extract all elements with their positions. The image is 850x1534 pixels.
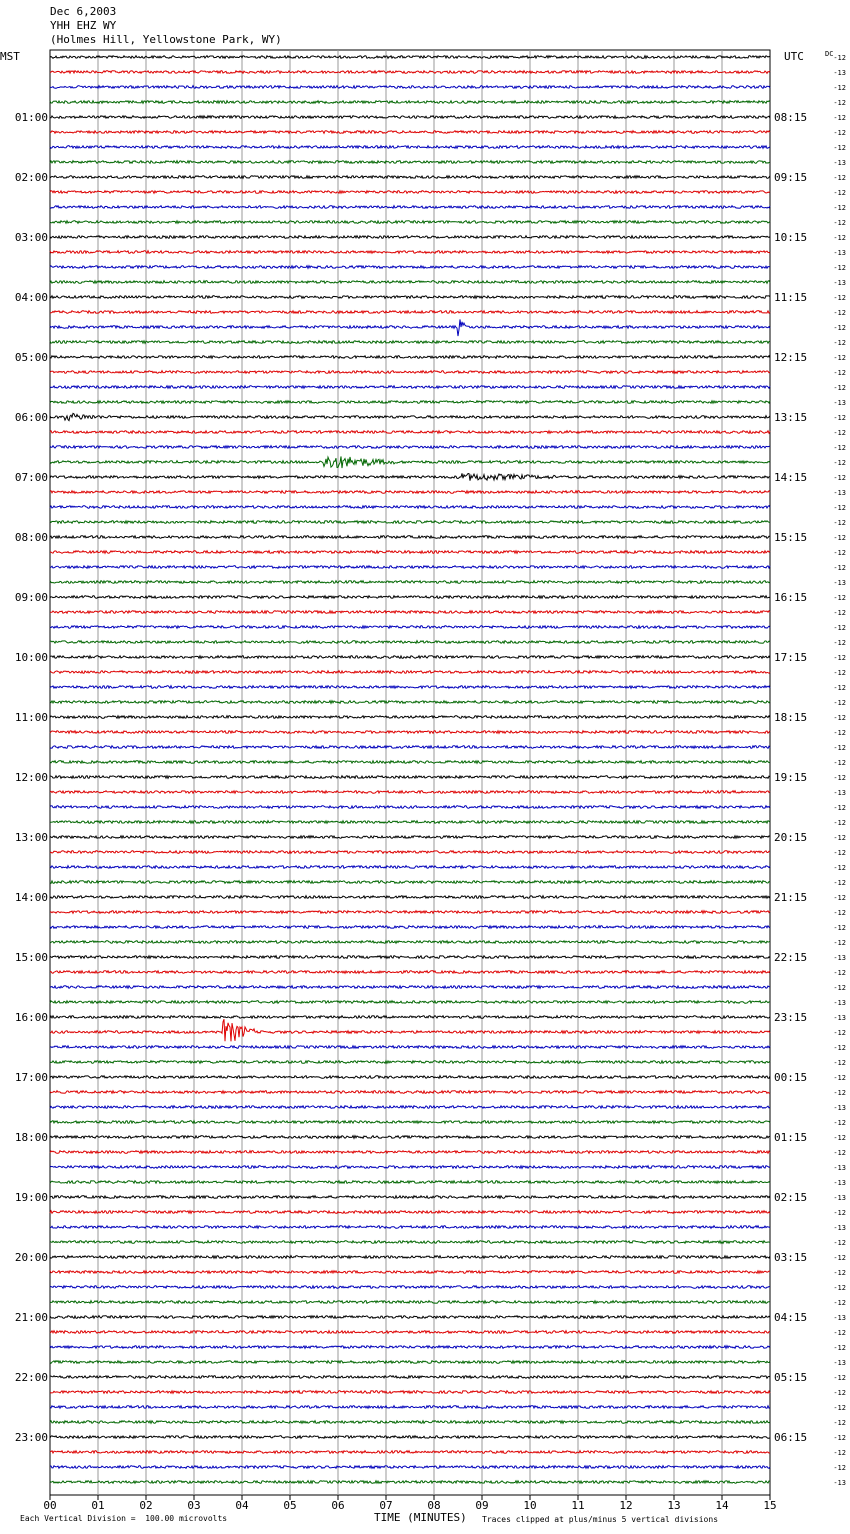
dc-offset: -12 xyxy=(833,309,846,317)
dc-offset: -12 xyxy=(833,429,846,437)
utc-hour-label: 21:15 xyxy=(774,891,808,904)
dc-offset: -12 xyxy=(833,1374,846,1382)
trace-29 xyxy=(50,491,770,494)
trace-52 xyxy=(50,836,770,839)
trace-40 xyxy=(50,656,770,659)
mst-hour-label: 16:00 xyxy=(14,1011,48,1024)
right-axis-title: UTC xyxy=(784,50,804,63)
mst-hour-label: 02:00 xyxy=(14,171,48,184)
dc-offset: -12 xyxy=(833,99,846,107)
dc-offset: -12 xyxy=(833,744,846,752)
dc-offset: -12 xyxy=(833,1059,846,1067)
dc-offset: -12 xyxy=(833,474,846,482)
x-tick-label: 11 xyxy=(571,1499,585,1512)
dc-offset: -12 xyxy=(833,939,846,947)
trace-47 xyxy=(50,761,770,764)
trace-37 xyxy=(50,611,770,614)
dc-offset: -12 xyxy=(833,1404,846,1412)
dc-offset: -12 xyxy=(833,354,846,362)
trace-14 xyxy=(50,266,770,269)
x-tick-label: 00 xyxy=(43,1499,57,1512)
dc-offset: -13 xyxy=(833,1194,846,1202)
x-tick-label: 09 xyxy=(475,1499,489,1512)
utc-hour-label: 05:15 xyxy=(774,1371,808,1384)
dc-offset: -12 xyxy=(833,759,846,767)
dc-offset: -12 xyxy=(833,174,846,182)
trace-38 xyxy=(50,626,770,629)
dc-offset: -13 xyxy=(833,1014,846,1022)
dc-offset: -13 xyxy=(833,1224,846,1232)
dc-offset: -12 xyxy=(833,1254,846,1262)
trace-28 xyxy=(50,473,770,480)
trace-21 xyxy=(50,371,770,374)
mst-hour-label: 20:00 xyxy=(14,1251,48,1264)
dc-offset: -12 xyxy=(833,684,846,692)
dc-offset: -13 xyxy=(833,954,846,962)
dc-offset: -13 xyxy=(833,999,846,1007)
trace-85 xyxy=(50,1331,770,1334)
mst-hour-label: 22:00 xyxy=(14,1371,48,1384)
dc-offset: -12 xyxy=(833,294,846,302)
trace-91 xyxy=(50,1421,770,1424)
x-tick-label: 03 xyxy=(187,1499,201,1512)
trace-59 xyxy=(50,941,770,944)
trace-51 xyxy=(50,821,770,824)
plot-date: Dec 6,2003 xyxy=(50,5,117,18)
trace-48 xyxy=(50,776,770,779)
x-tick-label: 04 xyxy=(235,1499,249,1512)
dc-offset: -13 xyxy=(833,1104,846,1112)
dc-offset: -13 xyxy=(833,1179,846,1187)
dc-offset: -12 xyxy=(833,1299,846,1307)
dc-offset: -12 xyxy=(833,1434,846,1442)
x-tick-label: 13 xyxy=(667,1499,681,1512)
station-location: (Holmes Hill, Yellowstone Park, WY) xyxy=(50,33,282,46)
dc-offset: -12 xyxy=(833,414,846,422)
dc-offset: -12 xyxy=(833,84,846,92)
trace-80 xyxy=(50,1256,770,1259)
dc-offset: -12 xyxy=(833,504,846,512)
dc-offset: -12 xyxy=(833,1344,846,1352)
dc-offset: -13 xyxy=(833,789,846,797)
dc-label: DC xyxy=(825,50,834,58)
mst-hour-label: 15:00 xyxy=(14,951,48,964)
trace-24 xyxy=(50,413,770,420)
dc-offset: -12 xyxy=(833,909,846,917)
trace-50 xyxy=(50,806,770,809)
dc-offset: -12 xyxy=(833,369,846,377)
dc-offset: -12 xyxy=(833,444,846,452)
trace-26 xyxy=(50,446,770,449)
trace-49 xyxy=(50,791,770,794)
trace-58 xyxy=(50,926,770,929)
trace-62 xyxy=(50,986,770,989)
utc-hour-label: 03:15 xyxy=(774,1251,808,1264)
dc-offset: -13 xyxy=(833,279,846,287)
trace-94 xyxy=(50,1466,770,1469)
utc-hour-label: 17:15 xyxy=(774,651,808,664)
dc-offset: -12 xyxy=(833,1389,846,1397)
trace-67 xyxy=(50,1061,770,1064)
mst-hour-label: 08:00 xyxy=(14,531,48,544)
trace-90 xyxy=(50,1406,770,1409)
trace-61 xyxy=(50,971,770,974)
trace-87 xyxy=(50,1361,770,1364)
trace-17 xyxy=(50,311,770,314)
left-axis-title: MST xyxy=(0,50,20,63)
dc-offset: -12 xyxy=(833,324,846,332)
trace-5 xyxy=(50,131,770,134)
mst-hour-label: 21:00 xyxy=(14,1311,48,1324)
station-code: YHH EHZ WY xyxy=(50,19,117,32)
dc-offset: -12 xyxy=(833,384,846,392)
trace-0 xyxy=(50,56,770,59)
trace-18 xyxy=(50,319,770,336)
trace-88 xyxy=(50,1376,770,1379)
utc-hour-label: 15:15 xyxy=(774,531,808,544)
utc-hour-label: 01:15 xyxy=(774,1131,808,1144)
dc-offset: -12 xyxy=(833,1134,846,1142)
trace-15 xyxy=(50,281,770,284)
utc-hour-label: 09:15 xyxy=(774,171,808,184)
x-tick-label: 12 xyxy=(619,1499,633,1512)
trace-3 xyxy=(50,101,770,104)
trace-68 xyxy=(50,1076,770,1079)
trace-22 xyxy=(50,386,770,389)
utc-hour-label: 04:15 xyxy=(774,1311,808,1324)
mst-hour-label: 05:00 xyxy=(14,351,48,364)
dc-offset: -12 xyxy=(833,1209,846,1217)
dc-offset: -12 xyxy=(833,804,846,812)
dc-offset: -12 xyxy=(833,1029,846,1037)
dc-offset: -12 xyxy=(833,459,846,467)
trace-84 xyxy=(50,1316,770,1319)
trace-60 xyxy=(50,956,770,959)
trace-8 xyxy=(50,176,770,179)
trace-1 xyxy=(50,71,770,74)
trace-82 xyxy=(50,1286,770,1289)
trace-42 xyxy=(50,686,770,689)
trace-6 xyxy=(50,146,770,149)
trace-12 xyxy=(50,236,770,239)
mst-hour-label: 12:00 xyxy=(14,771,48,784)
utc-hour-label: 22:15 xyxy=(774,951,808,964)
dc-offset: -12 xyxy=(833,969,846,977)
dc-offset: -12 xyxy=(833,144,846,152)
dc-offset: -12 xyxy=(833,639,846,647)
dc-offset: -12 xyxy=(833,894,846,902)
dc-offset: -12 xyxy=(833,864,846,872)
dc-offset: -12 xyxy=(833,1269,846,1277)
trace-31 xyxy=(50,521,770,524)
dc-offset: -12 xyxy=(833,54,846,62)
trace-95 xyxy=(50,1481,770,1484)
dc-offset: -12 xyxy=(833,774,846,782)
trace-78 xyxy=(50,1226,770,1229)
dc-offset: -12 xyxy=(833,1464,846,1472)
trace-79 xyxy=(50,1241,770,1244)
trace-23 xyxy=(50,401,770,404)
trace-16 xyxy=(50,296,770,299)
dc-offset: -13 xyxy=(833,1359,846,1367)
utc-hour-label: 16:15 xyxy=(774,591,808,604)
utc-hour-label: 23:15 xyxy=(774,1011,808,1024)
trace-9 xyxy=(50,191,770,194)
trace-83 xyxy=(50,1301,770,1304)
trace-81 xyxy=(50,1271,770,1274)
dc-offset: -13 xyxy=(833,579,846,587)
trace-43 xyxy=(50,701,770,704)
dc-offset: -12 xyxy=(833,204,846,212)
dc-offset: -12 xyxy=(833,1074,846,1082)
dc-offset: -13 xyxy=(833,249,846,257)
mst-hour-label: 19:00 xyxy=(14,1191,48,1204)
trace-45 xyxy=(50,731,770,734)
utc-hour-label: 00:15 xyxy=(774,1071,808,1084)
utc-hour-label: 12:15 xyxy=(774,351,808,364)
x-tick-label: 15 xyxy=(763,1499,777,1512)
x-tick-label: 01 xyxy=(91,1499,105,1512)
trace-86 xyxy=(50,1346,770,1349)
trace-19 xyxy=(50,341,770,344)
mst-hour-label: 18:00 xyxy=(14,1131,48,1144)
utc-hour-label: 20:15 xyxy=(774,831,808,844)
dc-offset: -12 xyxy=(833,1044,846,1052)
trace-10 xyxy=(50,206,770,209)
trace-4 xyxy=(50,116,770,119)
scale-note: Each Vertical Division = 100.00 microvolts xyxy=(20,1514,228,1523)
dc-offset: -12 xyxy=(833,879,846,887)
x-tick-label: 06 xyxy=(331,1499,345,1512)
dc-offset: -12 xyxy=(833,594,846,602)
trace-92 xyxy=(50,1436,770,1439)
dc-offset: -13 xyxy=(833,159,846,167)
trace-41 xyxy=(50,671,770,674)
dc-offset: -12 xyxy=(833,729,846,737)
dc-offset: -12 xyxy=(833,849,846,857)
dc-offset: -12 xyxy=(833,264,846,272)
dc-offset: -13 xyxy=(833,69,846,77)
utc-hour-label: 06:15 xyxy=(774,1431,808,1444)
dc-offset: -12 xyxy=(833,1089,846,1097)
dc-offset: -12 xyxy=(833,669,846,677)
mst-hour-label: 11:00 xyxy=(14,711,48,724)
trace-66 xyxy=(50,1046,770,1049)
dc-offset: -13 xyxy=(833,489,846,497)
dc-offset: -12 xyxy=(833,1119,846,1127)
utc-hour-label: 11:15 xyxy=(774,291,808,304)
trace-57 xyxy=(50,911,770,914)
trace-36 xyxy=(50,596,770,599)
mst-hour-label: 13:00 xyxy=(14,831,48,844)
trace-35 xyxy=(50,581,770,584)
x-axis-title: TIME (MINUTES) xyxy=(374,1511,467,1524)
mst-hour-label: 07:00 xyxy=(14,471,48,484)
trace-93 xyxy=(50,1451,770,1454)
x-tick-label: 02 xyxy=(139,1499,153,1512)
dc-offset: -12 xyxy=(833,654,846,662)
trace-53 xyxy=(50,851,770,854)
dc-offset: -12 xyxy=(833,924,846,932)
dc-offset: -12 xyxy=(833,819,846,827)
mst-hour-label: 23:00 xyxy=(14,1431,48,1444)
dc-offset: -12 xyxy=(833,609,846,617)
dc-offset: -13 xyxy=(833,399,846,407)
mst-hour-label: 01:00 xyxy=(14,111,48,124)
dc-offset: -12 xyxy=(833,519,846,527)
dc-offset: -12 xyxy=(833,114,846,122)
utc-hour-label: 02:15 xyxy=(774,1191,808,1204)
trace-30 xyxy=(50,506,770,509)
trace-76 xyxy=(50,1196,770,1199)
utc-hour-label: 18:15 xyxy=(774,711,808,724)
trace-72 xyxy=(50,1136,770,1139)
trace-65 xyxy=(50,1019,770,1041)
trace-54 xyxy=(50,866,770,869)
dc-offset: -12 xyxy=(833,1419,846,1427)
dc-offset: -12 xyxy=(833,984,846,992)
trace-7 xyxy=(50,161,770,164)
trace-39 xyxy=(50,641,770,644)
dc-offset: -12 xyxy=(833,1239,846,1247)
mst-hour-label: 06:00 xyxy=(14,411,48,424)
trace-75 xyxy=(50,1181,770,1184)
x-tick-label: 07 xyxy=(379,1499,393,1512)
trace-73 xyxy=(50,1151,770,1154)
dc-offset: -12 xyxy=(833,1449,846,1457)
x-tick-label: 08 xyxy=(427,1499,441,1512)
mst-hour-label: 17:00 xyxy=(14,1071,48,1084)
dc-offset: -12 xyxy=(833,339,846,347)
trace-27 xyxy=(50,456,770,468)
trace-46 xyxy=(50,746,770,749)
trace-55 xyxy=(50,881,770,884)
dc-offset: -12 xyxy=(833,564,846,572)
trace-33 xyxy=(50,551,770,554)
dc-offset: -12 xyxy=(833,1284,846,1292)
dc-offset: -12 xyxy=(833,699,846,707)
dc-offset: -13 xyxy=(833,1164,846,1172)
trace-77 xyxy=(50,1211,770,1214)
trace-32 xyxy=(50,536,770,539)
trace-11 xyxy=(50,221,770,224)
dc-offset: -12 xyxy=(833,549,846,557)
utc-hour-label: 19:15 xyxy=(774,771,808,784)
mst-hour-label: 04:00 xyxy=(14,291,48,304)
dc-offset: -13 xyxy=(833,1314,846,1322)
dc-offset: -12 xyxy=(833,834,846,842)
x-tick-label: 05 xyxy=(283,1499,297,1512)
mst-hour-label: 14:00 xyxy=(14,891,48,904)
mst-hour-label: 03:00 xyxy=(14,231,48,244)
dc-offset: -12 xyxy=(833,234,846,242)
dc-offset: -12 xyxy=(833,1149,846,1157)
trace-2 xyxy=(50,86,770,89)
dc-offset: -12 xyxy=(833,219,846,227)
trace-71 xyxy=(50,1121,770,1124)
trace-44 xyxy=(50,716,770,719)
utc-hour-label: 13:15 xyxy=(774,411,808,424)
trace-20 xyxy=(50,356,770,359)
trace-64 xyxy=(50,1016,770,1019)
trace-34 xyxy=(50,566,770,569)
trace-69 xyxy=(50,1091,770,1094)
dc-offset: -13 xyxy=(833,1479,846,1487)
dc-offset: -12 xyxy=(833,189,846,197)
trace-25 xyxy=(50,431,770,434)
dc-offset: -12 xyxy=(833,1329,846,1337)
dc-offset: -12 xyxy=(833,624,846,632)
dc-offset: -12 xyxy=(833,534,846,542)
trace-13 xyxy=(50,251,770,254)
trace-56 xyxy=(50,896,770,899)
trace-74 xyxy=(50,1166,770,1169)
dc-offset: -12 xyxy=(833,714,846,722)
trace-89 xyxy=(50,1391,770,1394)
utc-hour-label: 08:15 xyxy=(774,111,808,124)
utc-hour-label: 14:15 xyxy=(774,471,808,484)
clip-note: Traces clipped at plus/minus 5 vertical divisions xyxy=(482,1515,719,1524)
mst-hour-label: 09:00 xyxy=(14,591,48,604)
trace-63 xyxy=(50,1001,770,1004)
x-tick-label: 10 xyxy=(523,1499,537,1512)
x-tick-label: 14 xyxy=(715,1499,729,1512)
mst-hour-label: 10:00 xyxy=(14,651,48,664)
trace-70 xyxy=(50,1106,770,1109)
utc-hour-label: 10:15 xyxy=(774,231,808,244)
dc-offset: -12 xyxy=(833,129,846,137)
